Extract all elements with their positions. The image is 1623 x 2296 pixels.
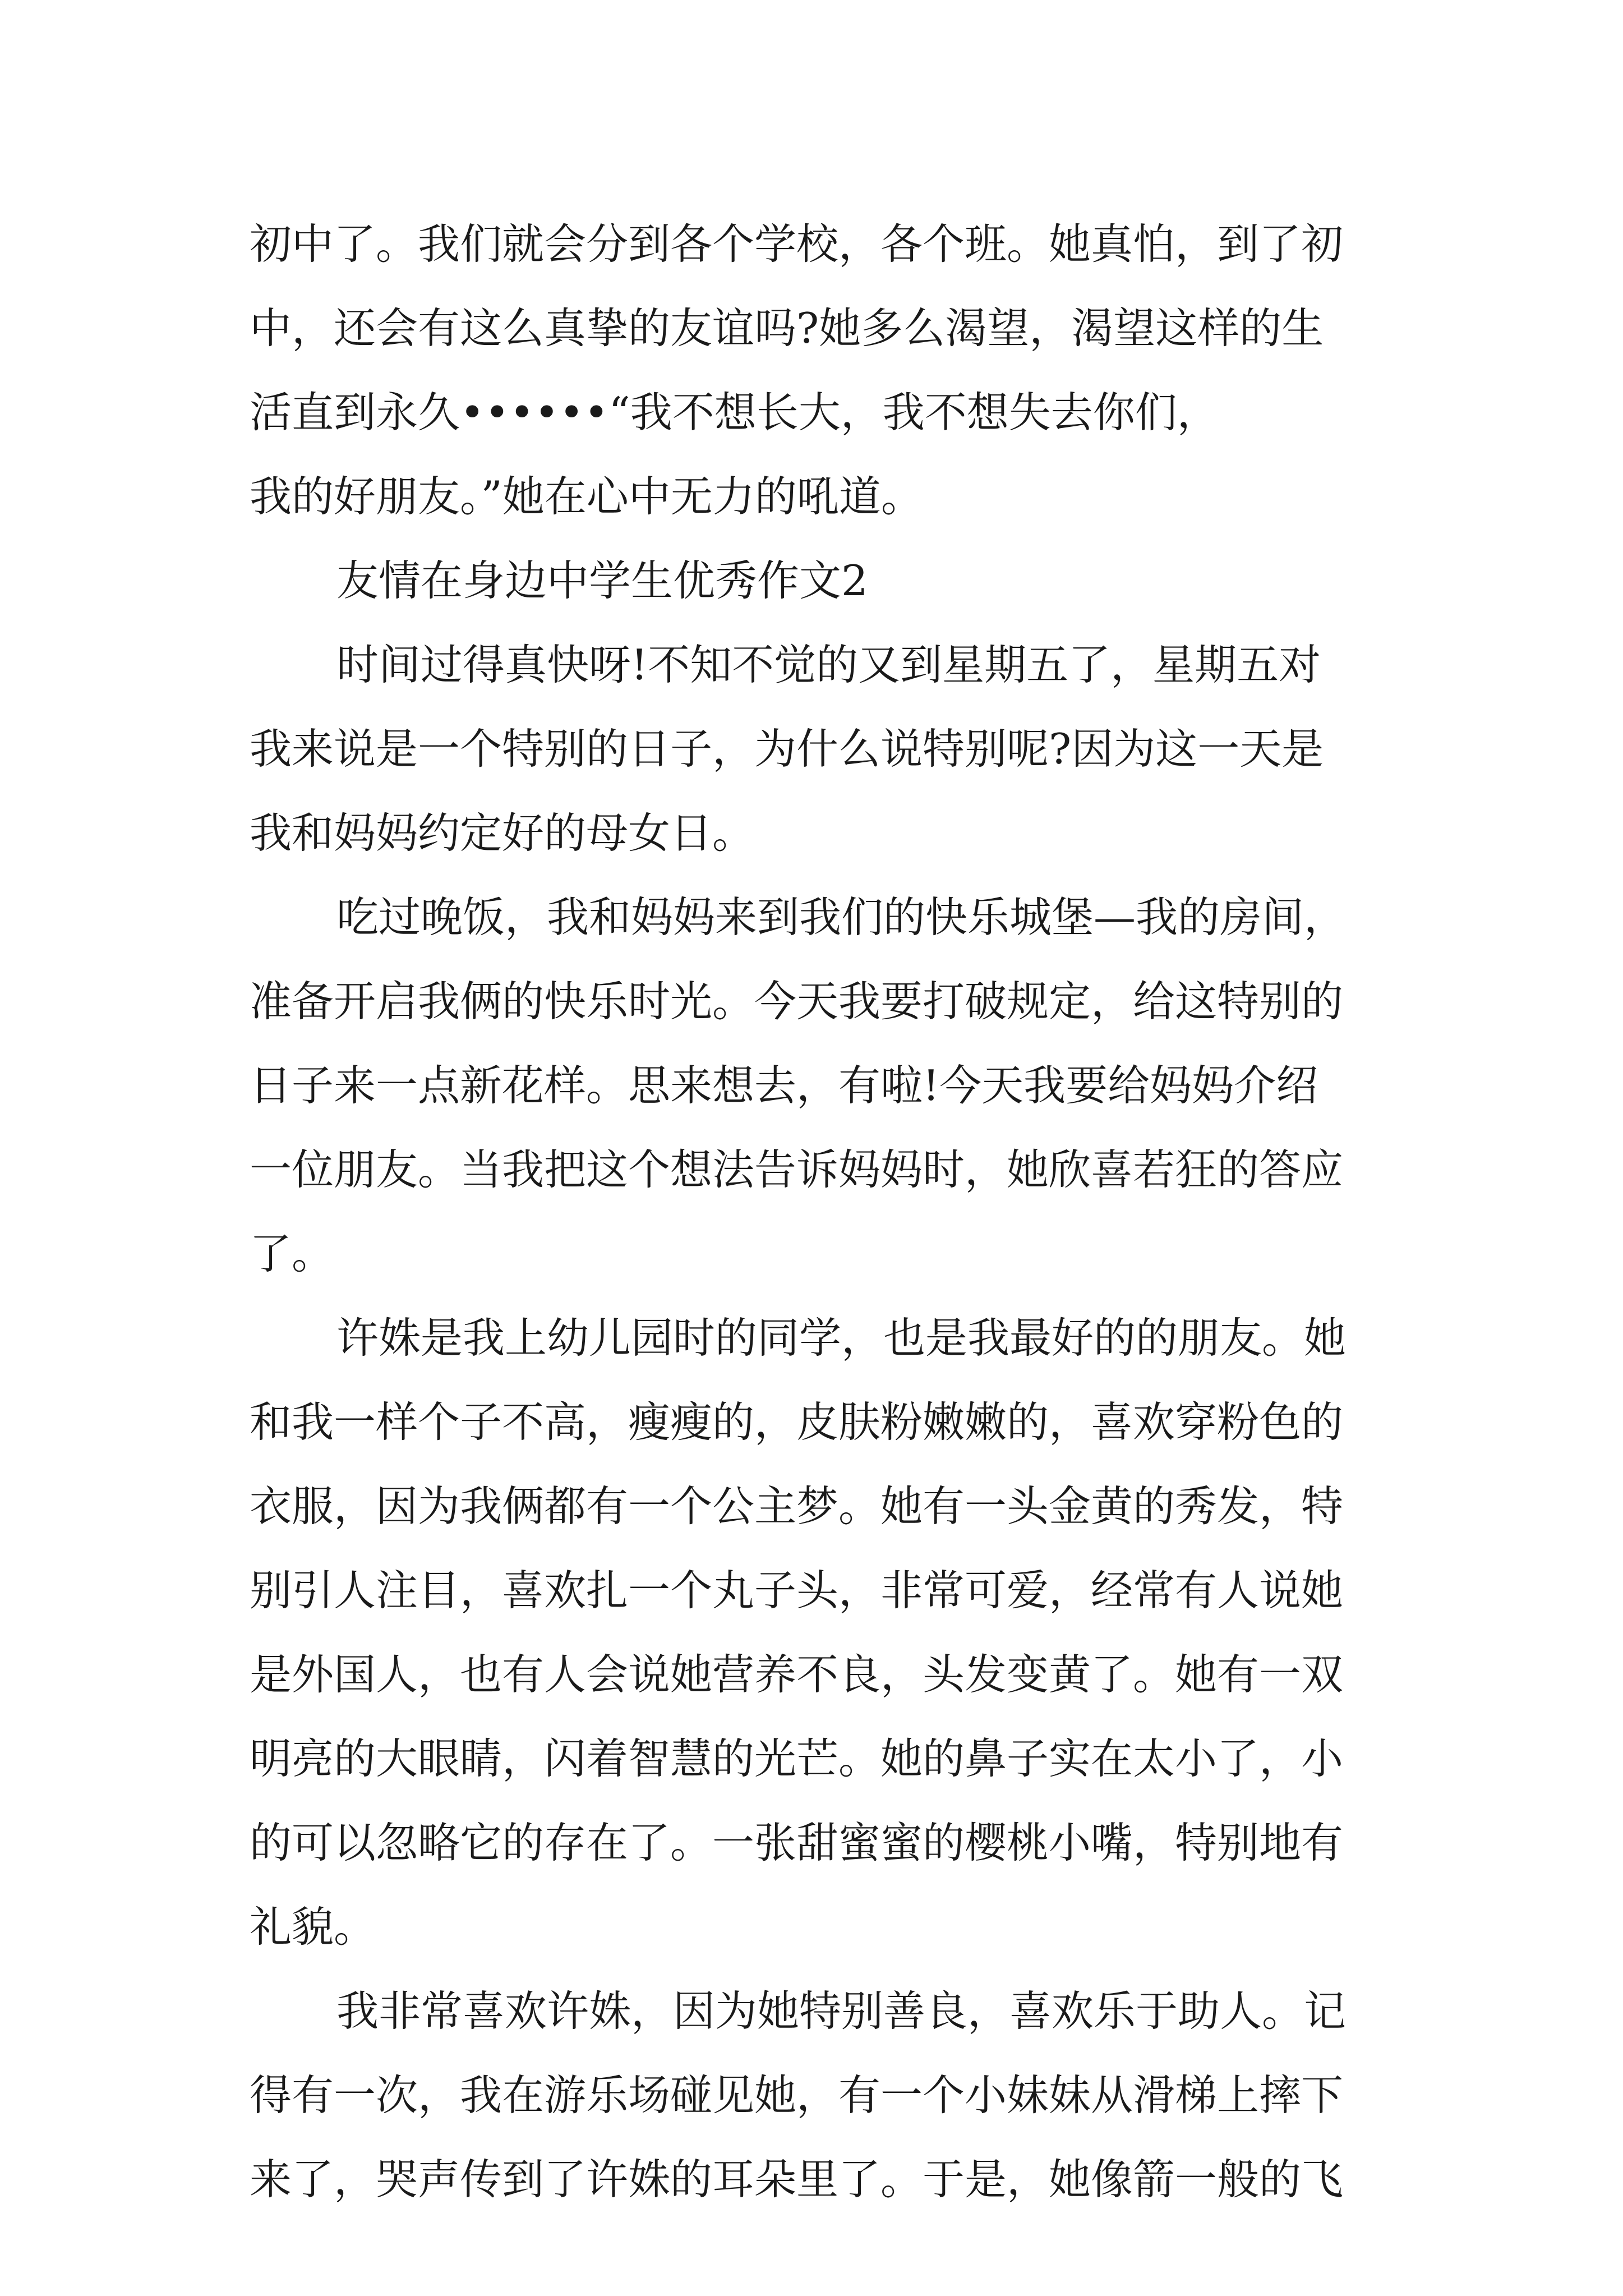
text-line: 来了，哭声传到了许姝的耳朵里了。于是，她像箭一般的飞 (250, 2155, 1344, 2204)
text-line: 我的好朋友。”她在心中无力的吼道。 (250, 472, 923, 521)
text-line: 一位朋友。当我把这个想法告诉妈妈时，她欣喜若狂的答应 (250, 1145, 1344, 1194)
text-line: 我和妈妈约定好的母女日。 (250, 808, 755, 858)
text-line: 了。 (250, 1229, 334, 1278)
text-line: 日子来一点新花样。思来想去，有啦!今天我要给妈妈介绍 (250, 1061, 1318, 1110)
text-line: 我非常喜欢许姝，因为她特别善良，喜欢乐于助人。记 (336, 1986, 1347, 2036)
text-line: 衣服，因为我俩都有一个公主梦。她有一头金黄的秀发，特 (250, 1481, 1344, 1531)
text-line: 礼貌。 (250, 1902, 376, 1952)
text-line: 明亮的大眼睛，闪着智慧的光芒。她的鼻子实在太小了，小 (250, 1734, 1344, 1783)
text-line: 是外国人，也有人会说她营养不良，头发变黄了。她有一双 (250, 1650, 1344, 1699)
text-line: 准备开启我俩的快乐时光。今天我要打破规定，给这特别的 (250, 977, 1344, 1026)
text-line: 得有一次，我在游乐场碰见她，有一个小妹妹从滑梯上摔下 (250, 2070, 1344, 2120)
text-line: 别引人注目，喜欢扎一个丸子头，非常可爱，经常有人说她 (250, 1566, 1344, 1615)
text-line: 中，还会有这么真挚的友谊吗?她多么渴望，渴望这样的生 (250, 303, 1324, 353)
text-line: 和我一样个子不高，瘦瘦的，皮肤粉嫩嫩的，喜欢穿粉色的 (250, 1397, 1344, 1447)
text-line: 吃过晚饭，我和妈妈来到我们的快乐城堡—我的房间， (336, 892, 1347, 942)
text-line: 时间过得真快呀!不知不觉的又到星期五了，星期五对 (336, 640, 1321, 689)
text-line: 活直到永久••••••“我不想长大，我不想失去你们， (250, 388, 1219, 437)
text-line: 的可以忽略它的存在了。一张甜蜜蜜的樱桃小嘴，特别地有 (250, 1818, 1344, 1867)
text-line: 许姝是我上幼儿园时的同学，也是我最好的的朋友。她 (336, 1313, 1347, 1363)
section-heading: 友情在身边中学生优秀作文2 (336, 556, 868, 605)
text-line: 初中了。我们就会分到各个学校，各个班。她真怕，到了初 (250, 219, 1344, 269)
text-line: 我来说是一个特别的日子，为什么说特别呢?因为这一天是 (250, 724, 1324, 774)
